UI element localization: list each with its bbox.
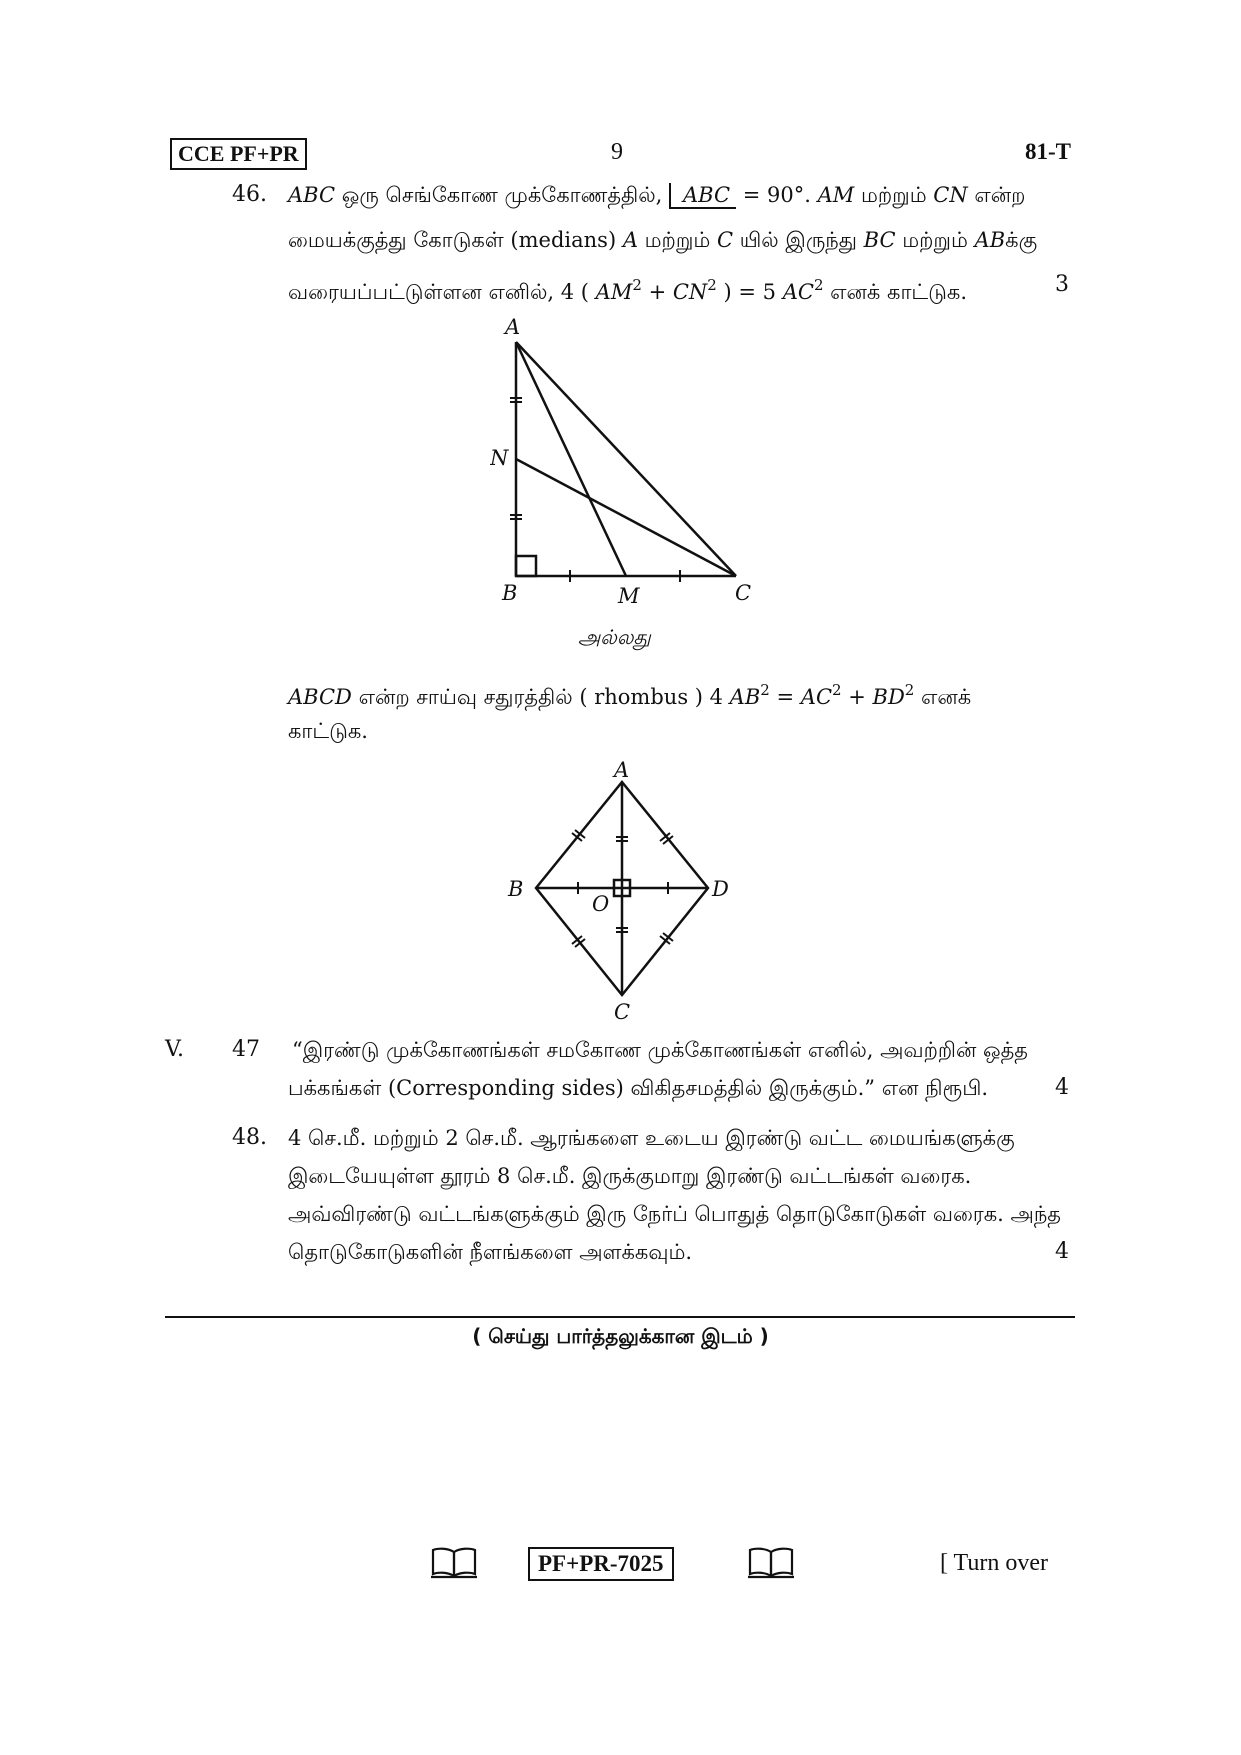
superscript: 2 [832,681,842,699]
label-n: N [490,446,509,470]
q46-text: C [716,228,734,252]
q46-text: மற்றும் [637,228,717,252]
q46-text: BC [863,228,896,252]
q48-line2: இடையேயுள்ள தூரம் 8 செ.மீ. இருக்குமாறு இரண்டு வட்டங்கள் வரைக. [288,1164,972,1188]
q46-alt-text: எனக் [914,685,972,709]
q46-line2 [288,225,1037,255]
q46-text: ) = 5 [716,280,783,304]
median-am [516,342,626,576]
angle-symbol: ABC [669,183,736,209]
q46-text: AM [595,280,633,304]
q46-number: 46. [232,182,267,207]
label-b: B [508,877,524,901]
q48-line1: 4 செ.மீ. மற்றும் 2 செ.மீ. ஆரங்களை உடைய இரண்டு வட்ட மையங்களுக்கு [288,1126,1015,1150]
median-cn [516,459,736,576]
q46-text: என்ற [967,183,1026,207]
q46-alt-line1 [288,675,971,712]
q46-text: யில் இருந்து [733,228,864,252]
q46-text: A [622,228,638,252]
q47-marks: 4 [1055,1075,1069,1100]
q48-line4: தொடுகோடுகளின் நீளங்களை அளக்கவும். [288,1240,693,1264]
q46-alt-text: + [841,685,873,709]
right-triangle-diagram [490,310,770,610]
q46-alt-text: ABCD [288,685,352,709]
header-box-label: CCE PF+PR [170,138,307,170]
or-caption: அல்லது [578,625,651,649]
q46-text: ABC [288,183,336,207]
q48-marks: 4 [1055,1239,1069,1264]
superscript: 2 [632,276,642,294]
label-a: A [505,315,521,339]
superscript: 2 [707,276,717,294]
q46-alt-text: AB [729,685,761,709]
divider-rule [165,1316,1075,1318]
label-d: D [712,877,729,901]
side-ac [516,342,736,576]
q46-line3 [288,270,967,307]
paper-code: 81-T [1025,139,1071,164]
page-number: 9 [611,139,623,165]
q46-alt-line2: காட்டுக. [288,719,368,743]
q46-text: க்கு [1005,228,1038,252]
q46-text: வரையப்பட்டுள்ளன எனில், 4 ( [288,280,596,304]
label-m: M [618,584,640,608]
q48-line3: அவ்விரண்டு வட்டங்களுக்கும் இரு நேர்ப் பொதுத் தொடுகோடுகள் வரைக. அந்த [288,1202,1061,1226]
q47-line2: பக்கங்கள் (Corresponding sides) விகிதசமத்தில் இருக்கும்.” என நிரூபி. [288,1076,989,1100]
q46-alt-text: என்ற சாய்வு சதுரத்தில் ( rhombus ) 4 [351,685,730,709]
superscript: 2 [813,276,824,294]
superscript: 2 [760,681,770,699]
q46-text: AB [974,228,1006,252]
q46-marks: 3 [1055,272,1069,297]
label-b: B [502,581,518,605]
q46-text: = 90°. [736,183,818,207]
q46-alt-text: BD [872,685,905,709]
label-a: A [614,758,630,782]
q48-number: 48. [232,1125,267,1150]
q46-alt-text: AC [800,685,833,709]
q46-alt-text: = [769,685,801,709]
rhombus-diagram [500,755,750,1025]
q46-text: மையக்குத்து கோடுகள் (medians) [288,228,623,252]
q47-number: 47 [232,1037,260,1062]
label-o: O [592,892,610,916]
q46-text: மற்றும் [895,228,975,252]
rough-work-heading: ( செய்து பார்த்தலுக்கான இடம் ) [472,1324,769,1348]
q46-text: AM [817,183,855,207]
book-icon [747,1546,795,1580]
section-label: V. [165,1037,185,1062]
q46-text: மற்றும் [854,183,934,207]
q46-text: எனக் காட்டுக. [823,280,967,304]
q46-line1 [288,180,1073,210]
right-angle-mark [516,556,536,576]
footer-box-label: PF+PR-7025 [528,1547,674,1581]
label-c: C [735,581,752,605]
q46-text: CN [672,280,708,304]
q46-text: CN [933,183,968,207]
superscript: 2 [904,681,915,699]
q46-text: AC [782,280,814,304]
label-c: C [614,1000,631,1024]
q47-line1: “இரண்டு முக்கோணங்கள் சமகோண முக்கோணங்கள் எனில், அவற்றின் ஒத்த [292,1038,1028,1062]
q46-text: + [641,280,673,304]
book-icon [430,1546,478,1580]
turn-over-label: [ Turn over [940,1550,1049,1576]
q46-text: ஒரு செங்கோண முக்கோணத்தில், [335,183,670,207]
